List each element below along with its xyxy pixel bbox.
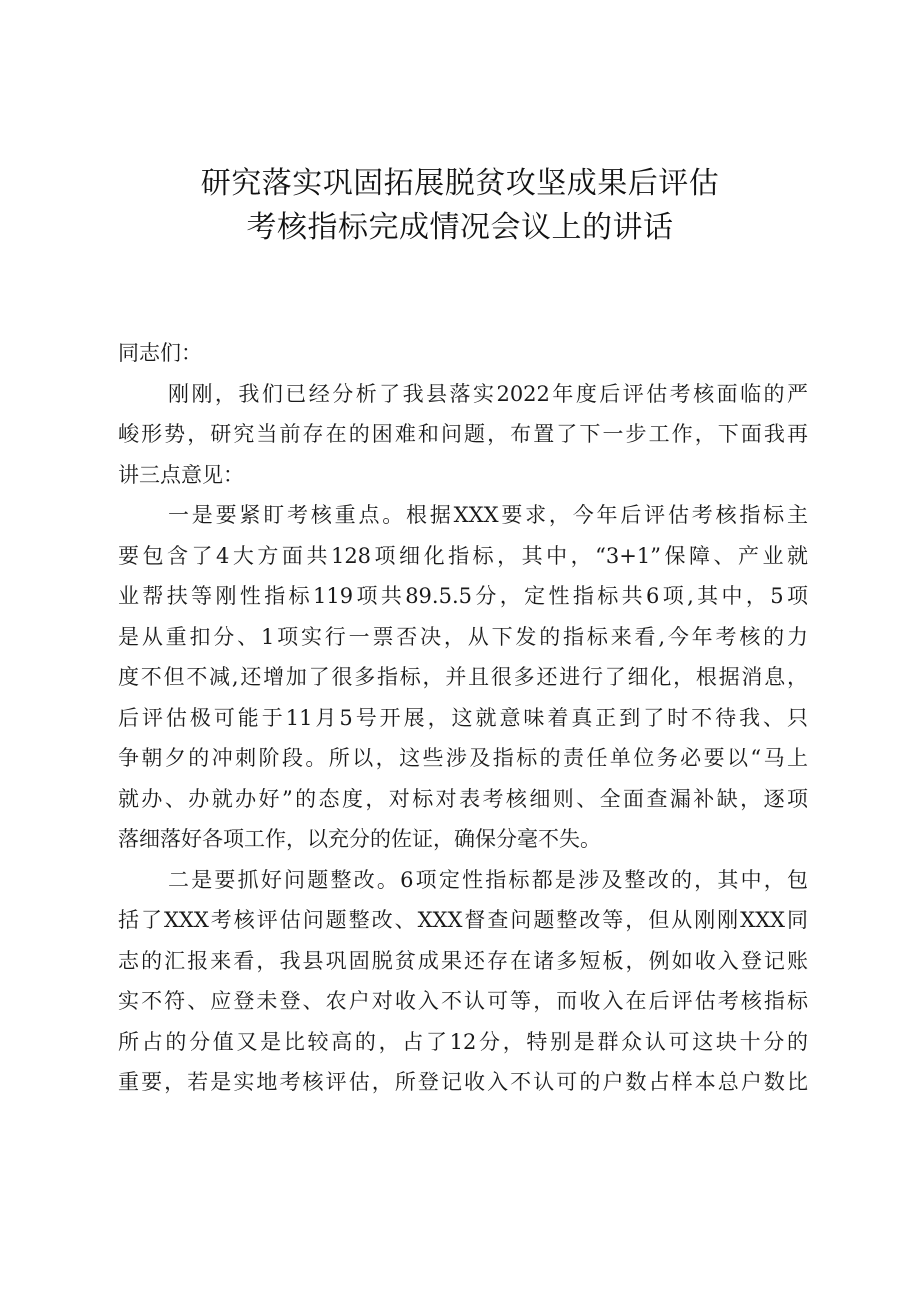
- paragraph-line: 是从重扣分、1项实行一票否决，从下发的指标来看,今年考核的力: [118, 624, 808, 649]
- document-title: [0, 162, 920, 250]
- paragraph-3: [118, 860, 808, 1103]
- paragraph-line: 峻形势，研究当前存在的困难和问题，布置了下一步工作，下面我再: [118, 422, 808, 446]
- paragraph-line: 志的汇报来看，我县巩固脱贫成果还存在诸多短板，例如收入登记账: [118, 948, 808, 973]
- paragraph-line: 就办、办就办好”的态度，对标对表考核细则、全面查漏补缺，逐项: [118, 786, 808, 811]
- paragraph-line: 实不符、应登未登、农户对收入不认可等，而收入在后评估考核指标: [118, 989, 808, 1013]
- paragraph-line: 要包含了4大方面共128项细化指标，其中，“3+1”保障、产业就: [118, 543, 808, 568]
- paragraph-1: [118, 374, 808, 496]
- paragraph-line: 后评估极可能于11月5号开展，这就意味着真正到了时不待我、只: [118, 705, 808, 730]
- paragraph-line: 括了XXX考核评估问题整改、XXX督查问题整改等，但从刚刚XXX同: [118, 908, 808, 932]
- title-line-2: 考核指标完成情况会议上的讲话: [246, 210, 674, 245]
- paragraph-line: 讲三点意见：: [118, 462, 244, 487]
- paragraph-line: 度不但不减,还增加了很多指标，并且很多还进行了细化，根据消息，: [118, 665, 808, 689]
- paragraph-line: 刚刚，我们已经分析了我县落实2022年度后评估考核面临的严: [168, 381, 808, 406]
- paragraph-2: [118, 495, 808, 860]
- paragraph-line: 争朝夕的冲刺阶段。所以，这些涉及指标的责任单位务必要以“马上: [118, 746, 808, 770]
- paragraph-line: 二是要抓好问题整改。6项定性指标都是涉及整改的，其中，包: [168, 867, 808, 892]
- salutation: 同志们：: [118, 341, 202, 365]
- paragraph-line: 一是要紧盯考核重点。根据XXX要求，今年后评估考核指标主: [168, 503, 808, 527]
- paragraph-line: 落细落好各项工作，以充分的佐证，确保分毫不失。: [118, 827, 601, 851]
- paragraph-line: 业帮扶等刚性指标119项共89.5.5分，定性指标共6项,其中，5项: [118, 584, 808, 608]
- title-line-1: 研究落实巩固拓展脱贫攻坚成果后评估: [200, 166, 720, 201]
- paragraph-line: 所占的分值又是比较高的，占了12分，特别是群众认可这块十分的: [118, 1029, 808, 1054]
- paragraph-line: 重要，若是实地考核评估，所登记收入不认可的户数占样本总户数比: [118, 1070, 808, 1094]
- document-body: [118, 333, 808, 1103]
